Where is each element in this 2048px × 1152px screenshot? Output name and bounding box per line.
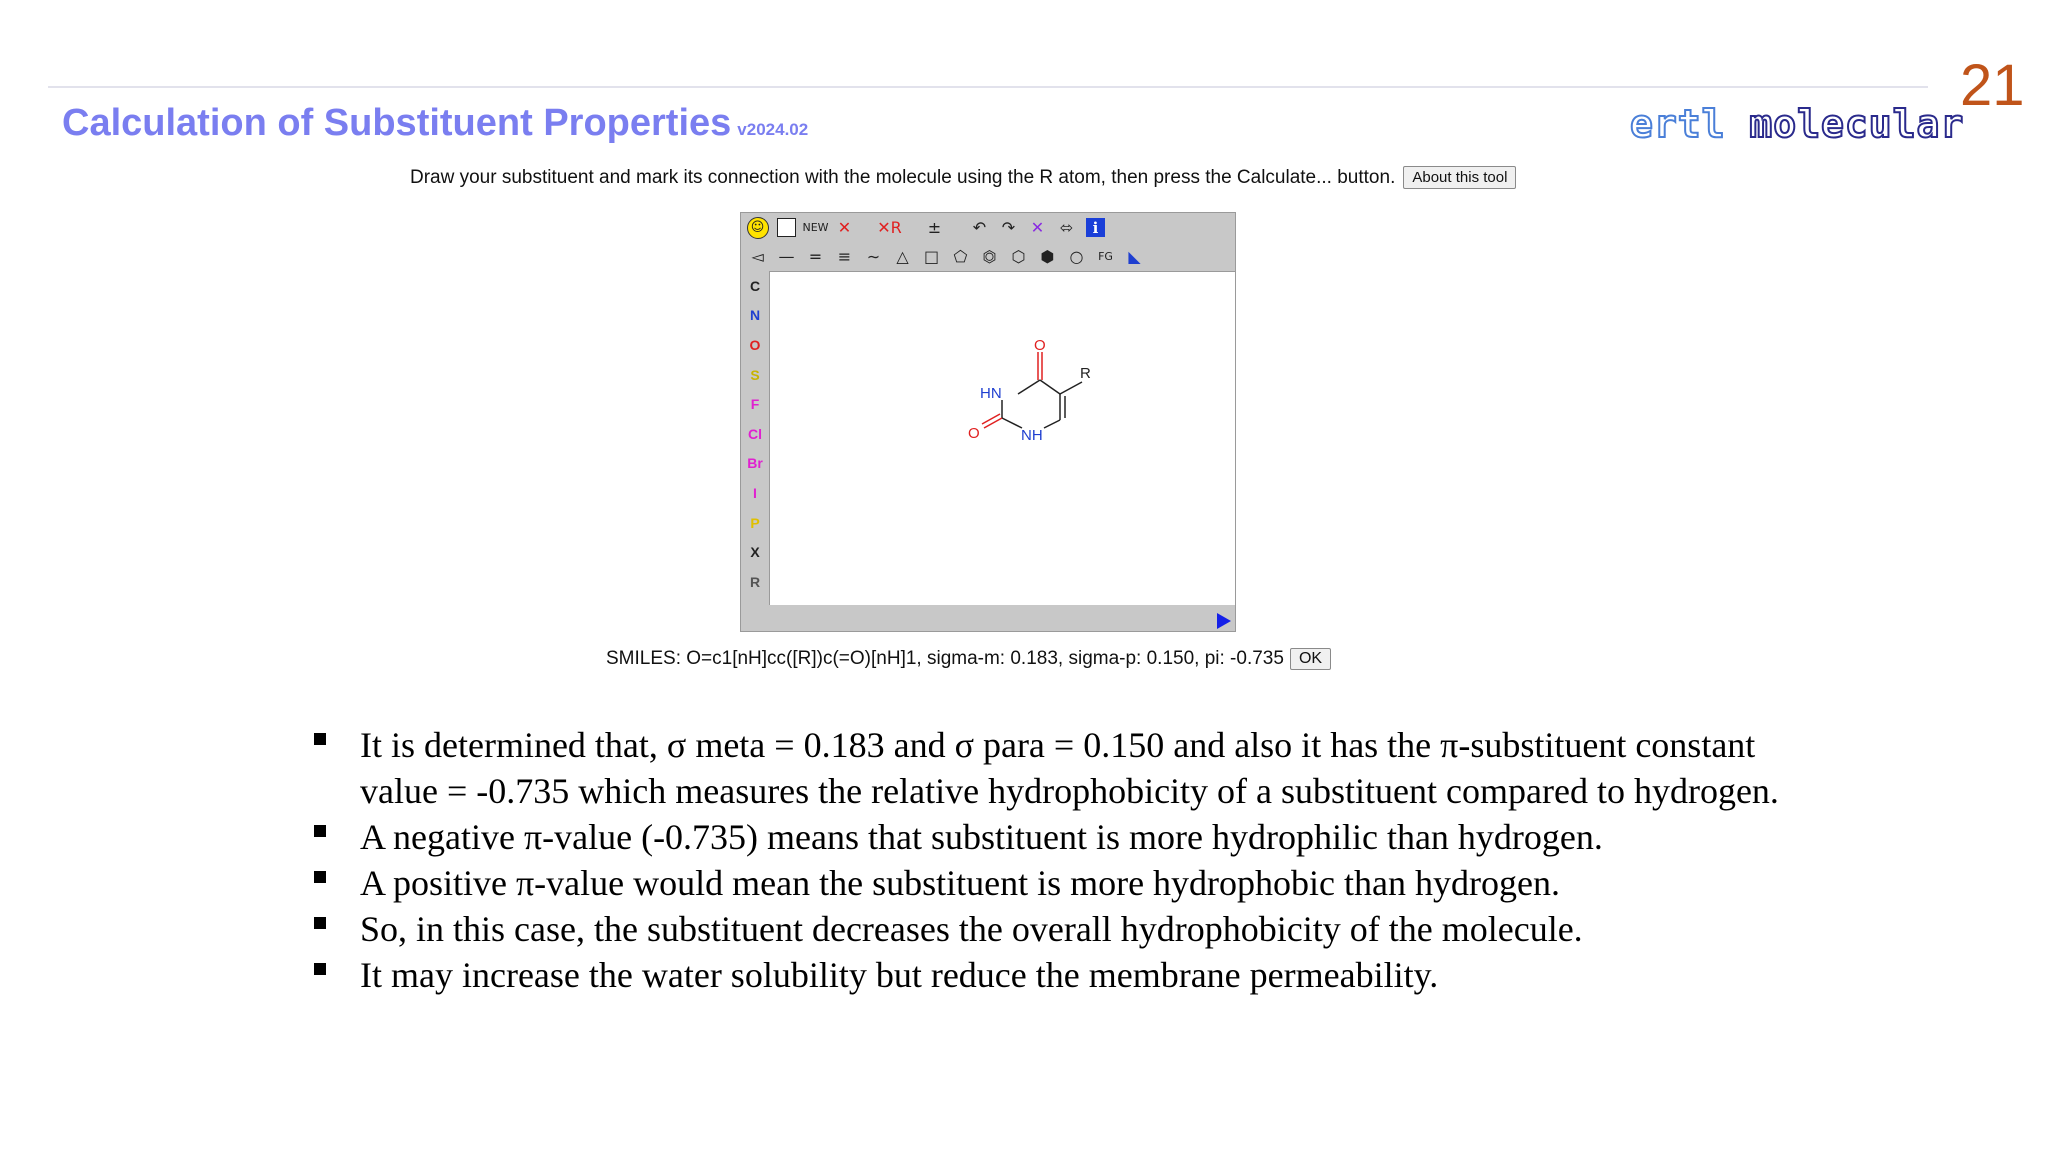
- triple-bond-icon[interactable]: ≡: [837, 247, 852, 266]
- delete-r-icon[interactable]: ✕R: [877, 218, 902, 237]
- jsme-molecule-editor[interactable]: [740, 212, 1236, 632]
- atom-s[interactable]: S: [750, 366, 760, 383]
- ring-4-icon[interactable]: □: [923, 247, 940, 266]
- toolbar-spacer: [949, 215, 965, 241]
- atom-x[interactable]: X: [750, 544, 760, 561]
- atom-palette: [741, 271, 769, 597]
- atom-i[interactable]: I: [753, 484, 757, 501]
- ring-7-icon[interactable]: ⬢: [1040, 247, 1055, 266]
- fragment-icon[interactable]: ◣: [1128, 247, 1141, 266]
- erase-icon[interactable]: ✕: [1030, 218, 1045, 237]
- atom-f[interactable]: F: [750, 396, 760, 413]
- undo-icon[interactable]: ↶: [972, 218, 987, 237]
- delete-icon[interactable]: ✕: [837, 218, 852, 237]
- molecule-structure: [770, 272, 1236, 606]
- drawing-canvas[interactable]: [769, 271, 1235, 605]
- ring-6-icon[interactable]: ⬡: [1011, 247, 1026, 266]
- logo-part-ertl: ertl: [1630, 102, 1726, 146]
- app-title-text: Calculation of Substituent Properties: [62, 102, 732, 144]
- atom-p[interactable]: P: [750, 514, 760, 531]
- ring-8-icon[interactable]: ○: [1069, 247, 1084, 266]
- new-button[interactable]: NEW: [802, 221, 829, 234]
- single-bond-icon[interactable]: —: [778, 247, 795, 266]
- ring-3-icon[interactable]: △: [896, 247, 909, 266]
- wedge-bond-icon[interactable]: ◅: [751, 247, 764, 266]
- bullet-item: A negative π-value (-0.735) means that substituent is more hydrophilic than hydrogen.: [310, 814, 1780, 860]
- smile-icon[interactable]: ☺: [743, 215, 772, 241]
- atom-label-o-left: O: [968, 425, 980, 442]
- top-divider: [48, 86, 1928, 88]
- atom-label-o-top: O: [1034, 337, 1046, 354]
- double-bond-icon[interactable]: =: [808, 247, 823, 266]
- atom-o[interactable]: O: [749, 336, 761, 353]
- result-line: [606, 648, 1331, 670]
- bullet-item: So, in this case, the substituent decreases the overall hydrophobicity of the molecule.: [310, 906, 1780, 952]
- atom-n[interactable]: N: [749, 307, 761, 324]
- atom-r[interactable]: R: [749, 573, 761, 590]
- atom-label-nh: NH: [1021, 427, 1043, 444]
- instruction-text: Draw your substituent and mark its connection with the molecule using the R atom, then press the Calculate... button.: [410, 166, 1396, 188]
- editor-toolbar-bonds: [741, 242, 1149, 271]
- logo-part-molecular: molecular: [1749, 102, 1965, 146]
- toolbar-spacer: [859, 215, 875, 241]
- ertl-molecular-logo[interactable]: [1630, 102, 1964, 146]
- benzene-icon[interactable]: ⏣: [982, 247, 997, 266]
- atom-c[interactable]: C: [749, 277, 761, 294]
- editor-toolbar-top: [741, 213, 1110, 242]
- bullet-item: A positive π-value would mean the substituent is more hydrophobic than hydrogen.: [310, 860, 1780, 906]
- slide-number: 21: [1960, 53, 2025, 118]
- app-title: [62, 102, 808, 145]
- atom-br[interactable]: Br: [747, 455, 763, 472]
- instruction-line: [410, 166, 1516, 189]
- select-box-icon[interactable]: [772, 215, 801, 241]
- charge-icon[interactable]: ±: [927, 218, 942, 237]
- info-icon[interactable]: i: [1081, 215, 1110, 241]
- app-version: v2024.02: [737, 120, 809, 139]
- explanation-bullets: [310, 722, 1780, 998]
- chain-icon[interactable]: ∼: [866, 247, 881, 266]
- bullet-item: It is determined that, σ meta = 0.183 and σ para = 0.150 and also it has the π-substituent constant value = -0.735 which measures the relative hydrophobicity of a substituent compared to hydrogen.: [310, 722, 1780, 814]
- smiles-result-text: SMILES: O=c1[nH]cc([R])c(=O)[nH]1, sigma-m: 0.183, sigma-p: 0.150, pi: -0.735: [606, 648, 1284, 669]
- atom-cl[interactable]: Cl: [748, 425, 762, 442]
- atom-label-hn: HN: [980, 385, 1002, 402]
- atom-label-r: R: [1080, 365, 1091, 382]
- play-icon[interactable]: [1217, 613, 1231, 629]
- toolbar-spacer: [904, 215, 920, 241]
- move-icon[interactable]: ⬄: [1059, 218, 1074, 237]
- redo-icon[interactable]: ↷: [1001, 218, 1016, 237]
- about-tool-button[interactable]: About this tool: [1403, 166, 1516, 189]
- bullet-item: It may increase the water solubility but reduce the membrane permeability.: [310, 952, 1780, 998]
- fg-button[interactable]: FG: [1098, 250, 1113, 263]
- ring-5-icon[interactable]: ⬠: [953, 247, 968, 266]
- ok-button[interactable]: OK: [1290, 648, 1331, 670]
